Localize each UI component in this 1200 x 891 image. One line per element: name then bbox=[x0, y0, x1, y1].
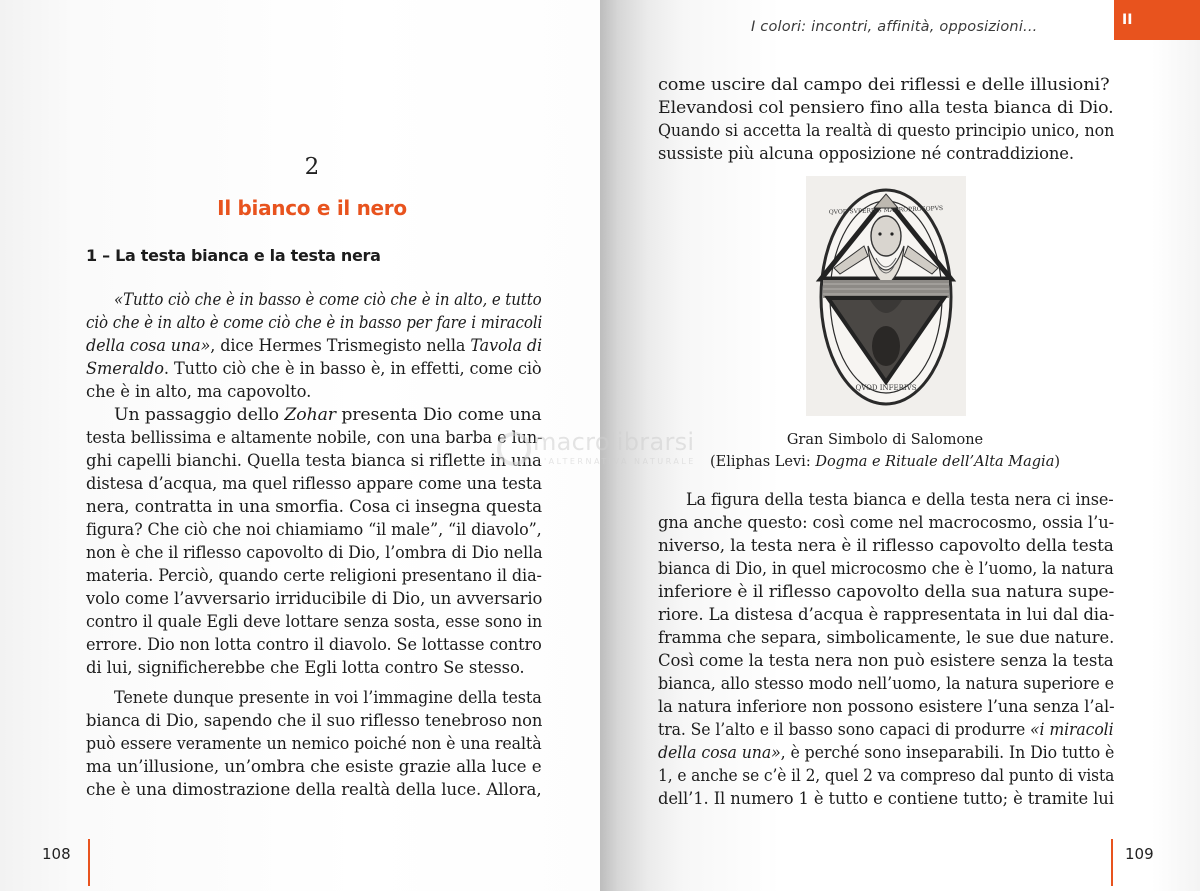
body-line: Smeraldo. Tutto ciò che è in basso è, in effetti, come ciò bbox=[86, 359, 542, 378]
body-line: Un passaggio dello Zohar presenta Dio come una bbox=[114, 405, 542, 424]
watermark-logo-icon bbox=[497, 432, 531, 466]
body-line: come uscire dal campo dei riflessi e delle illusioni? bbox=[658, 75, 1110, 94]
body-line: non è che il riflesso capovolto di Dio, l’ombra di Dio nella bbox=[86, 543, 543, 562]
illus-text-bottom: QVOD INFERIVS bbox=[855, 384, 917, 392]
body-line: bianca di Dio, in quel microcosmo che è l’uomo, la natura bbox=[658, 559, 1114, 578]
body-line: riore. La distesa d’acqua è rappresentata in lui dal dia- bbox=[658, 605, 1115, 624]
body-line: framma che separa, simbolicamente, le sue due nature. bbox=[658, 628, 1115, 647]
chapter-number: 2 bbox=[304, 154, 320, 180]
body-line: ciò che è in alto è come ciò che è in basso per fare i miracoli bbox=[86, 313, 543, 332]
folio-rule-left bbox=[88, 839, 90, 886]
watermark-text: macrolibrarsi bbox=[533, 428, 695, 456]
running-head: I colori: incontri, affinità, opposizioni... bbox=[751, 19, 1038, 35]
part-marker-tab bbox=[1114, 0, 1200, 40]
body-line: nera, contratta in una smorfia. Cosa ci insegna questa bbox=[86, 497, 542, 516]
figure-caption-title: Gran Simbolo di Salomone bbox=[786, 432, 984, 448]
illustration-gran-simbolo bbox=[806, 176, 966, 416]
body-line: che è in alto, ma capovolto. bbox=[86, 382, 312, 401]
body-line: la natura inferiore non possono esistere l’una senza l’al- bbox=[658, 697, 1115, 716]
body-line: inferiore è il riflesso capovolto della sua natura supe- bbox=[658, 582, 1115, 601]
body-line: La figura della testa bianca e della testa nera ci inse- bbox=[686, 490, 1114, 509]
body-line: gna anche questo: così come nel macrocosmo, ossia l’u- bbox=[658, 513, 1115, 532]
page-number-left: 108 bbox=[42, 845, 71, 863]
body-line: dell’1. Il numero 1 è tutto e contiene tutto; è tramite lui bbox=[658, 789, 1114, 808]
body-line: Così come la testa nera non può esistere senza la testa bbox=[658, 651, 1114, 670]
body-line: errore. Dio non lotta contro il diavolo. Se lottasse contro bbox=[86, 635, 542, 654]
watermark bbox=[497, 428, 737, 472]
body-line: Tenete dunque presente in voi l’immagine della testa bbox=[114, 688, 542, 707]
body-line: tra. Se l’alto e il basso sono capaci di produrre «i miracoli bbox=[658, 720, 1114, 739]
page-number-right: 109 bbox=[1125, 845, 1154, 863]
body-line: di lui, significherebbe che Egli lotta contro Se stesso. bbox=[86, 658, 525, 677]
solomon-symbol-engraving bbox=[806, 176, 966, 416]
body-line: distesa d’acqua, ma quel riflesso appare come una testa bbox=[86, 474, 542, 493]
body-line: sussiste più alcuna opposizione né contraddizione. bbox=[658, 144, 1075, 163]
body-line: può essere veramente un nemico poiché non è una realtà bbox=[86, 734, 542, 753]
body-line: Elevandosi col pensiero fino alla testa bianca di Dio. bbox=[658, 98, 1114, 117]
section-title: 1 – La testa bianca e la testa nera bbox=[86, 246, 381, 265]
body-line: della cosa una», dice Hermes Trismegisto nella Tavola di bbox=[86, 336, 543, 355]
body-line: contro il quale Egli deve lottare senza sosta, esse sono in bbox=[86, 612, 543, 631]
watermark-subtext: L'ALTERNATIVA NATURALE bbox=[537, 457, 696, 466]
figure-caption-source: (Eliphas Levi: Dogma e Rituale dell’Alta Magia) bbox=[709, 454, 1061, 470]
body-line: Quando si accetta la realtà di questo principio unico, non bbox=[658, 121, 1115, 140]
body-line: bianca di Dio, sapendo che il suo riflesso tenebroso non bbox=[86, 711, 543, 730]
folio-rule-right bbox=[1111, 839, 1113, 886]
chapter-title: Il bianco e il nero bbox=[217, 196, 407, 220]
body-line: 1, e anche se c’è il 2, quel 2 va compreso dal punto di vista bbox=[658, 766, 1115, 785]
body-line: ghi capelli bianchi. Quella testa bianca si riflette in una bbox=[86, 451, 542, 470]
body-line: «Tutto ciò che è in basso è come ciò che è in alto, e tutto bbox=[114, 290, 542, 309]
body-line: niverso, la testa nera è il riflesso capovolto della testa bbox=[658, 536, 1114, 555]
body-line: che è una dimostrazione della realtà della luce. Allora, bbox=[86, 780, 542, 799]
part-marker: II bbox=[1122, 12, 1133, 28]
body-line: della cosa una», è perché sono inseparabili. In Dio tutto è bbox=[658, 743, 1115, 762]
body-line: volo come l’avversario irriducibile di Dio, un avversario bbox=[86, 589, 543, 608]
body-line: ma un’illusione, un’ombra che esiste grazie alla luce e bbox=[86, 757, 542, 776]
body-line: materia. Perciò, quando certe religioni presentano il dia- bbox=[86, 566, 542, 585]
illus-text-top: QVOD SVPERIVS MACROPROSOPVS bbox=[828, 205, 944, 216]
body-line: testa bellissima e altamente nobile, con una barba e lun- bbox=[86, 428, 543, 447]
body-line: figura? Che ciò che noi chiamiamo “il male”, “il diavolo”, bbox=[86, 520, 542, 539]
body-line: bianca, allo stesso modo nell’uomo, la natura superiore e bbox=[658, 674, 1114, 693]
